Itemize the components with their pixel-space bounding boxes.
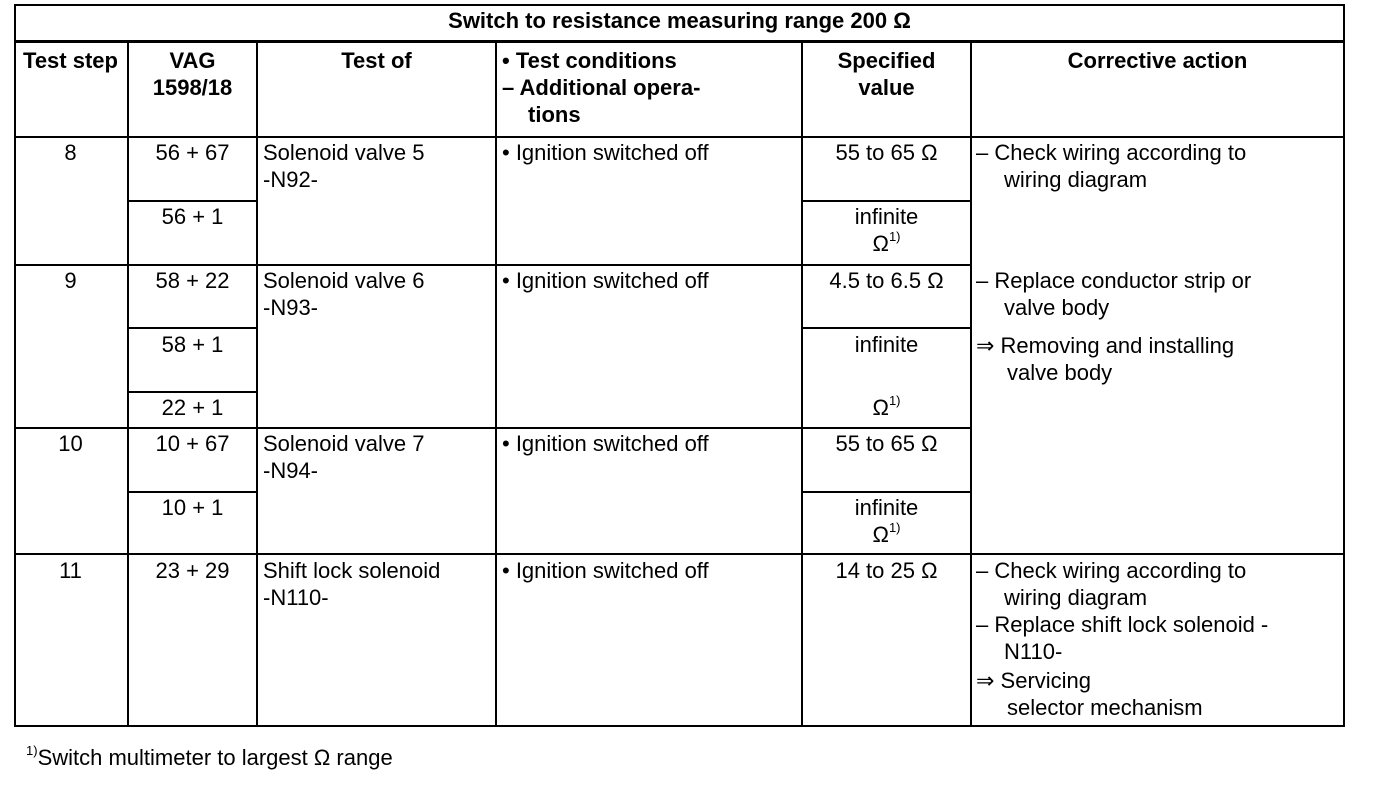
resistance-test-table bbox=[14, 4, 1345, 727]
corrective-action-line: – Replace conductor strip or bbox=[976, 268, 1252, 293]
specified-value-cell: 55 to 65 Ω bbox=[835, 431, 938, 456]
vag-pins-cell: 56 + 1 bbox=[161, 204, 224, 229]
title-divider bbox=[14, 40, 1345, 43]
condition-cell: • Ignition switched off bbox=[502, 431, 709, 456]
header-conditions-line3: tions bbox=[528, 102, 581, 127]
condition-cell: • Ignition switched off bbox=[502, 558, 709, 583]
specified-value-cell: infinite bbox=[854, 332, 919, 357]
subrow-divider-vag bbox=[127, 327, 258, 329]
condition-cell: • Ignition switched off bbox=[502, 140, 709, 165]
subrow-divider-vag bbox=[127, 491, 258, 493]
test-of-line: -N94- bbox=[263, 458, 319, 483]
corrective-action-line: – Check wiring according to bbox=[976, 558, 1247, 583]
vag-pins-cell: 58 + 22 bbox=[155, 268, 230, 293]
header-specified-value: Specified value bbox=[837, 48, 936, 100]
condition-cell: • Ignition switched off bbox=[502, 268, 709, 293]
col-divider-5 bbox=[970, 42, 972, 727]
row-divider-8-9 bbox=[14, 264, 972, 266]
corrective-action-link[interactable]: selector mechanism bbox=[1007, 695, 1203, 720]
footnote bbox=[26, 744, 393, 771]
test-of-line: -N92- bbox=[263, 167, 319, 192]
col-divider-3 bbox=[495, 42, 497, 727]
table-border-left bbox=[14, 4, 16, 727]
corrective-action-line: wiring diagram bbox=[1004, 167, 1148, 192]
subrow-divider-value bbox=[801, 200, 972, 202]
header-vag: VAG 1598/18 bbox=[152, 48, 233, 100]
omega-symbol: Ω bbox=[872, 395, 889, 420]
corrective-action-line: wiring diagram bbox=[1004, 585, 1148, 610]
corrective-action-link[interactable]: ⇒ Removing and installing bbox=[976, 333, 1235, 358]
vag-pins-cell: 56 + 67 bbox=[155, 140, 230, 165]
footnote-mark: 1) bbox=[888, 393, 901, 408]
row-divider-9-10 bbox=[14, 427, 972, 429]
row-divider-10-11 bbox=[14, 553, 1345, 555]
subrow-divider-vag bbox=[127, 391, 258, 393]
corrective-action-line: – Replace shift lock solenoid - bbox=[976, 612, 1269, 637]
table-border-bottom bbox=[14, 725, 1345, 727]
test-of-line: Solenoid valve 5 bbox=[263, 140, 425, 165]
footnote-text: Switch multimeter to largest Ω range bbox=[37, 745, 393, 770]
test-step-cell: 10 bbox=[58, 431, 83, 456]
corrective-action-line: – Check wiring according to bbox=[976, 140, 1247, 165]
specified-value-cell: 55 to 65 Ω bbox=[835, 140, 938, 165]
test-of-line: Solenoid valve 7 bbox=[263, 431, 425, 456]
omega-symbol: Ω bbox=[872, 231, 889, 256]
corrective-action-link[interactable]: valve body bbox=[1007, 360, 1113, 385]
test-of-line: Shift lock solenoid bbox=[263, 558, 441, 583]
corrective-action-link[interactable]: ⇒ Servicing bbox=[976, 668, 1092, 693]
header-conditions-line2: – Additional opera- bbox=[502, 75, 701, 100]
vag-pins-cell: 10 + 67 bbox=[155, 431, 230, 456]
specified-value-cell: infinite bbox=[854, 204, 919, 229]
header-divider bbox=[14, 136, 1345, 138]
corrective-action-line: N110- bbox=[1004, 639, 1063, 664]
col-divider-2 bbox=[256, 42, 258, 727]
header-corrective-action: Corrective action bbox=[1067, 48, 1248, 73]
header-test-of: Test of bbox=[341, 48, 412, 73]
table-title: Switch to resistance measuring range 200 Ω bbox=[448, 8, 911, 33]
table-border-right bbox=[1343, 4, 1345, 727]
subrow-divider-vag bbox=[127, 200, 258, 202]
table-border-top bbox=[14, 4, 1345, 6]
header-conditions-line1: • Test conditions bbox=[502, 48, 677, 73]
test-of-line: Solenoid valve 6 bbox=[263, 268, 425, 293]
test-step-cell: 11 bbox=[59, 558, 82, 583]
test-of-line: -N110- bbox=[263, 585, 329, 610]
test-step-cell: 8 bbox=[64, 140, 77, 165]
footnote-mark: 1) bbox=[888, 229, 901, 244]
corrective-action-line: valve body bbox=[1004, 295, 1110, 320]
vag-pins-cell: 23 + 29 bbox=[155, 558, 230, 583]
vag-pins-cell: 22 + 1 bbox=[161, 395, 224, 420]
header-test-step: Test step bbox=[23, 48, 118, 73]
omega-symbol: Ω bbox=[872, 522, 889, 547]
specified-value-cell bbox=[803, 394, 970, 421]
footnote-mark: 1) bbox=[26, 743, 38, 758]
subrow-divider-value bbox=[801, 327, 972, 329]
test-of-line: -N93- bbox=[263, 295, 319, 320]
footnote-mark: 1) bbox=[888, 520, 901, 535]
vag-pins-cell: 10 + 1 bbox=[161, 495, 224, 520]
specified-value-cell bbox=[803, 521, 970, 548]
test-step-cell: 9 bbox=[64, 268, 77, 293]
specified-value-cell bbox=[803, 230, 970, 257]
vag-pins-cell: 58 + 1 bbox=[161, 332, 224, 357]
specified-value-cell: 4.5 to 6.5 Ω bbox=[829, 268, 944, 293]
subrow-divider-value bbox=[801, 491, 972, 493]
specified-value-cell: 14 to 25 Ω bbox=[835, 558, 938, 583]
specified-value-cell: infinite bbox=[854, 495, 919, 520]
